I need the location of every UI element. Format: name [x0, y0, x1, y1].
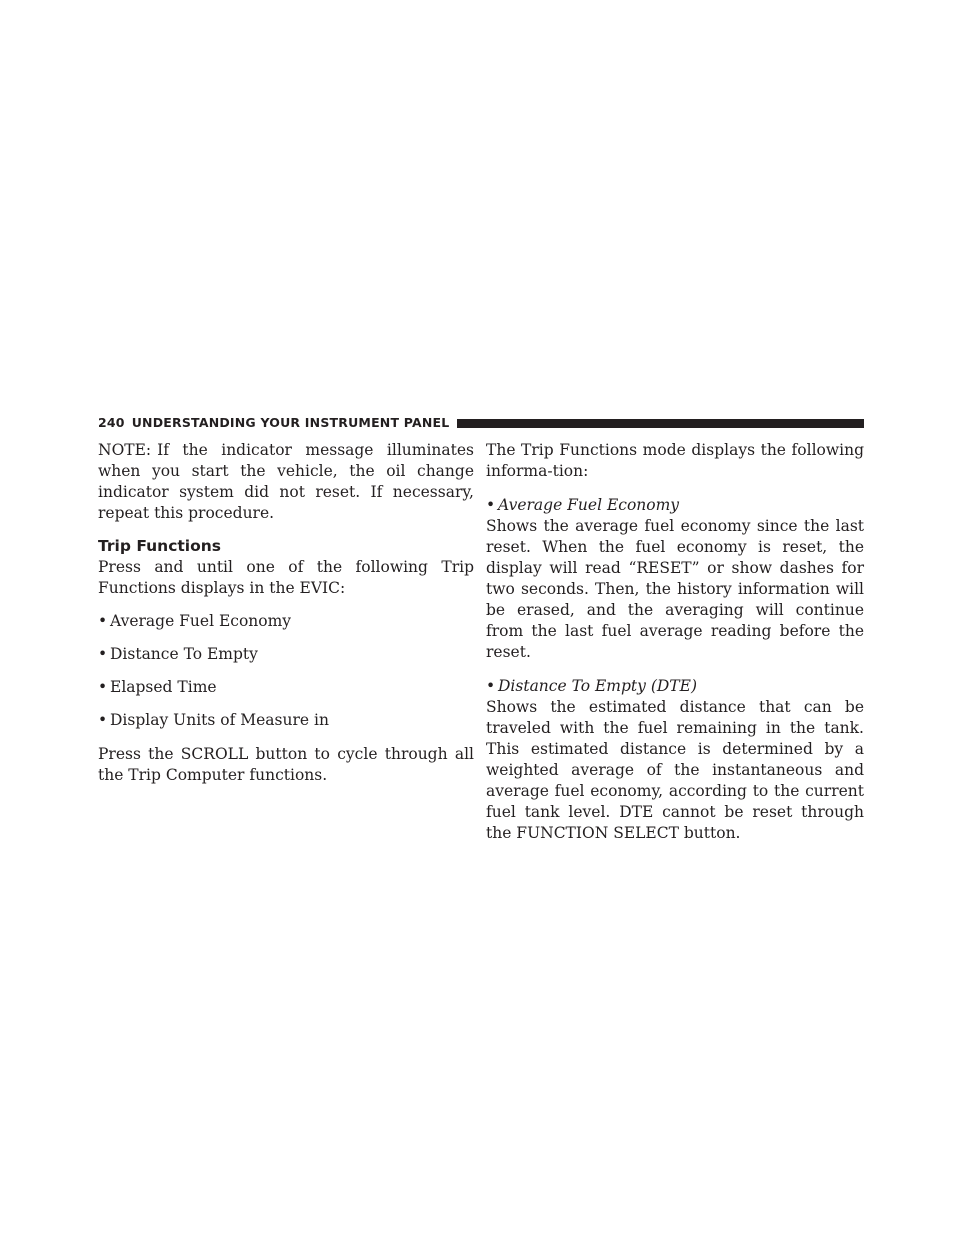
bullet-icon: • [486, 677, 496, 695]
trip-functions-intro: Press and until one of the following Trip Functions displays in the EVIC: [98, 558, 474, 597]
section-title: UNDERSTANDING YOUR INSTRUMENT PANEL [131, 415, 450, 430]
section-title-distance-to-empty [486, 676, 864, 697]
list-item [98, 710, 474, 731]
list-item-text: Distance To Empty [110, 645, 258, 663]
section-title-text: Average Fuel Economy [498, 496, 680, 514]
scroll-instructions: Press the SCROLL button to cycle through all the Trip Computer functions. [98, 745, 474, 784]
trip-functions-list [98, 611, 474, 731]
bullet-icon: • [98, 711, 108, 729]
header-rule [457, 419, 864, 428]
note-text: If the indicator message illuminates when you start the vehicle, the oil change indicator system did not reset. If necessary, repeat this procedure. [98, 441, 474, 522]
bullet-icon: • [98, 612, 108, 630]
list-item-text: Average Fuel Economy [110, 612, 292, 630]
right-column [486, 440, 864, 844]
page-number: 240 [98, 415, 125, 430]
list-item [98, 677, 474, 698]
page-header [98, 415, 864, 431]
bullet-icon: • [486, 496, 496, 514]
section-title-average-fuel-economy [486, 495, 864, 516]
bullet-icon: • [98, 645, 108, 663]
list-item [98, 644, 474, 665]
section-body-average-fuel-economy: Shows the average fuel economy since the last reset. When the fuel economy is reset, the display will read “RESET” or show dashes for two seconds. Then, the history information will be erased, and the averaging will continue from the last fuel average reading before the reset. [486, 517, 864, 661]
section-body-distance-to-empty: Shows the estimated distance that can be traveled with the fuel remaining in the tank. This estimated distance is determined by a weighted average of the instantaneous and average fuel economy, according to the current fuel tank level. DTE cannot be reset through the FUNCTION SELECT button. [486, 698, 864, 842]
left-column [98, 440, 474, 786]
section-title-text: Distance To Empty (DTE) [498, 677, 697, 695]
note-label: NOTE: [98, 441, 152, 459]
list-item [98, 611, 474, 632]
note-paragraph [98, 440, 474, 524]
list-item-text: Elapsed Time [110, 678, 217, 696]
bullet-icon: • [98, 678, 108, 696]
list-item-text: Display Units of Measure in [110, 711, 329, 729]
modes-intro: The Trip Functions mode displays the following informa-tion: [486, 441, 864, 480]
trip-functions-heading: Trip Functions [98, 537, 222, 555]
